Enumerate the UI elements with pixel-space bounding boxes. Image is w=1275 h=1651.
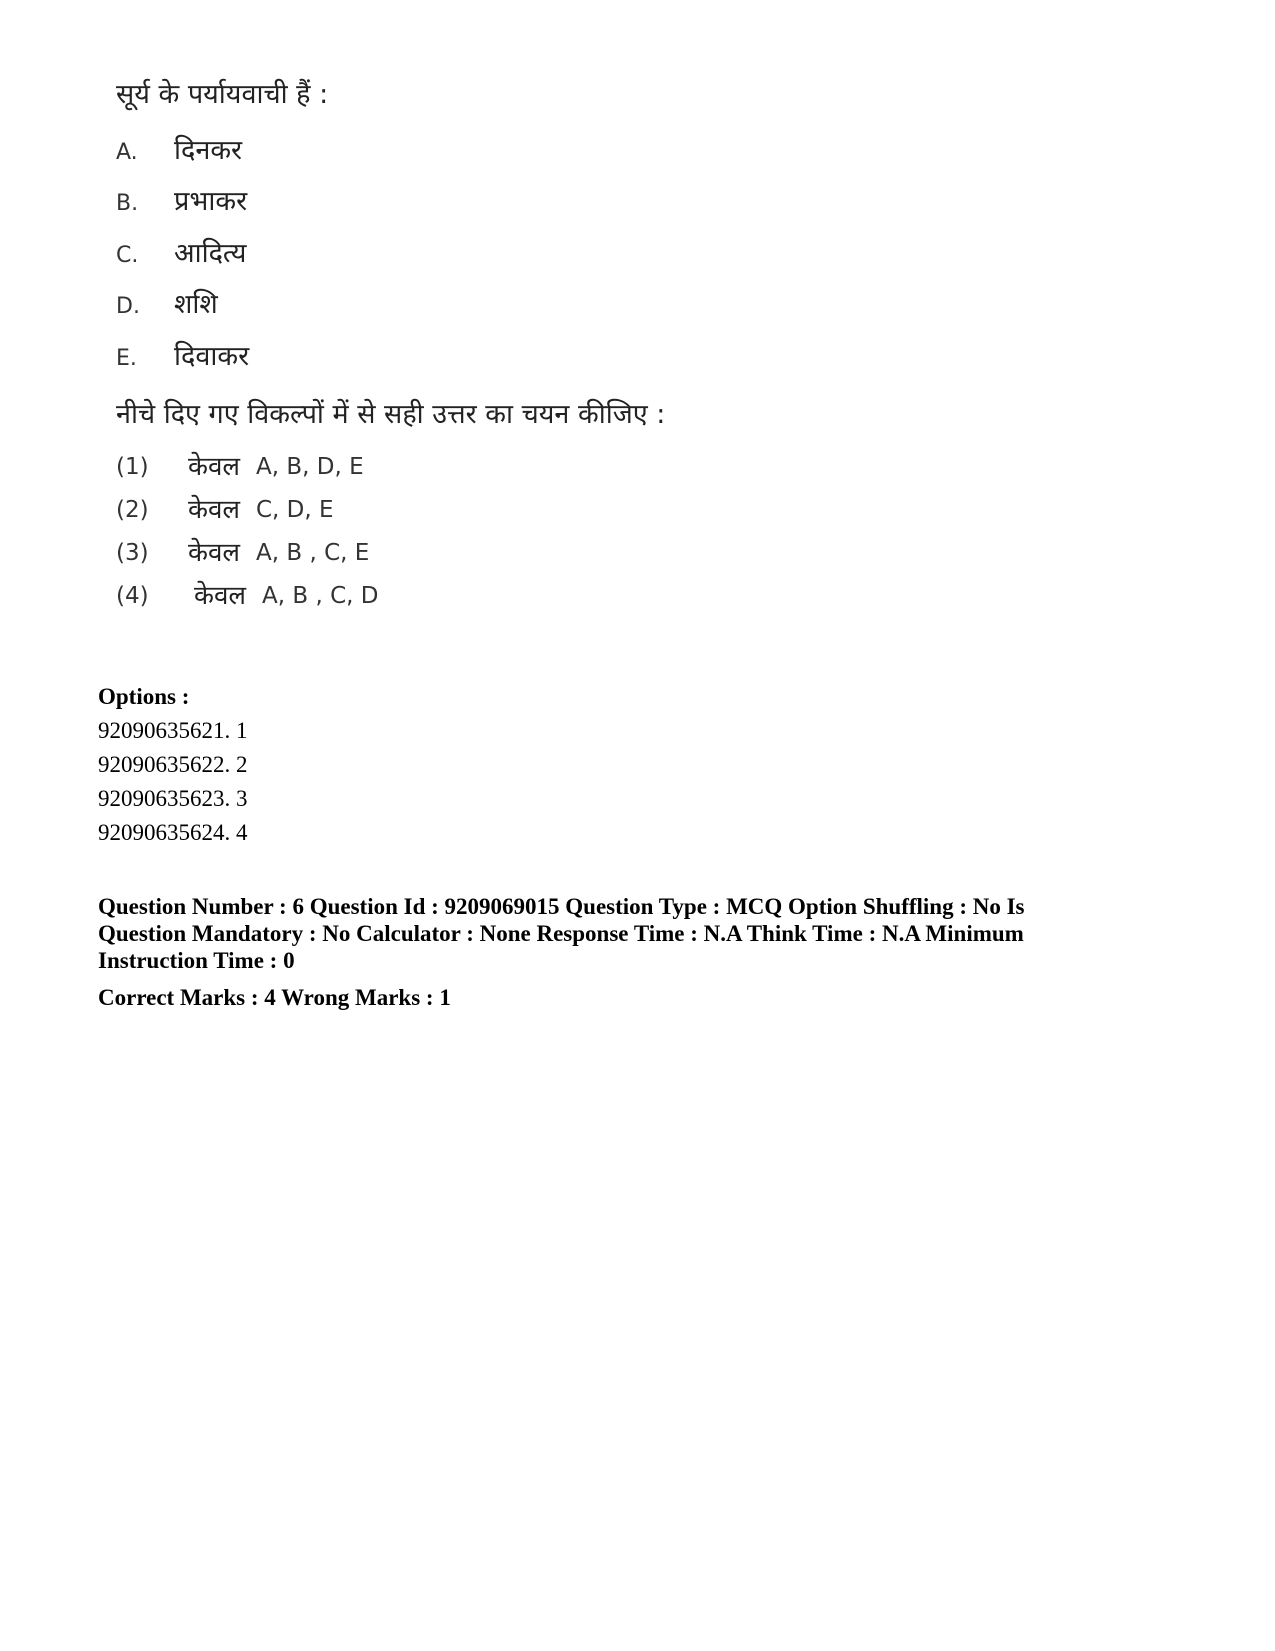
question-meta: Question Number : 6 Question Id : 9209069015 Question Type : MCQ Option Shuffling : No Is Question Mandatory : No Calculator : None Response Time : N.A Think Time : N.A Minimum Instruction Time : 0 [98, 894, 1025, 973]
statement-letter: A. [116, 140, 138, 165]
statement-text: प्रभाकर [174, 186, 248, 217]
choice-number: (1) [116, 454, 149, 480]
statement-text: आदित्य [174, 238, 247, 269]
choice-number: (3) [116, 540, 149, 566]
choice-word: केवल [188, 452, 241, 482]
choice-letters: A, B , C, E [256, 540, 370, 566]
option-item: 92090635622. 2 [98, 752, 248, 777]
options-list [98, 680, 248, 850]
choice-number: (2) [116, 497, 149, 523]
statement-text: दिनकर [174, 135, 243, 166]
question-title: सूर्य के पर्यायवाची हैं : [116, 79, 329, 110]
option-item: 92090635621. 1 [98, 718, 248, 743]
option-item: 92090635623. 3 [98, 786, 248, 811]
choice-word: केवल [188, 495, 241, 525]
question-instruction: नीचे दिए गए विकल्पों में से सही उत्तर का चयन कीजिए : [116, 399, 666, 430]
choice-letters: A, B, D, E [256, 454, 364, 480]
statement-letter: C. [116, 243, 139, 268]
statement-text: दिवाकर [174, 341, 250, 372]
choice-letters: A, B , C, D [262, 583, 379, 609]
statement-text: शशि [174, 289, 218, 320]
choice-number: (4) [116, 583, 149, 609]
choice-word: केवल [194, 581, 247, 611]
statement-letter: D. [116, 294, 140, 319]
choice-word: केवल [188, 538, 241, 568]
option-item: 92090635624. 4 [98, 820, 248, 845]
marks-info: Correct Marks : 4 Wrong Marks : 1 [98, 985, 451, 1010]
choice-letters: C, D, E [256, 497, 334, 523]
statement-letter: B. [116, 191, 139, 216]
options-heading: Options : [98, 684, 190, 709]
statement-letter: E. [116, 346, 137, 371]
